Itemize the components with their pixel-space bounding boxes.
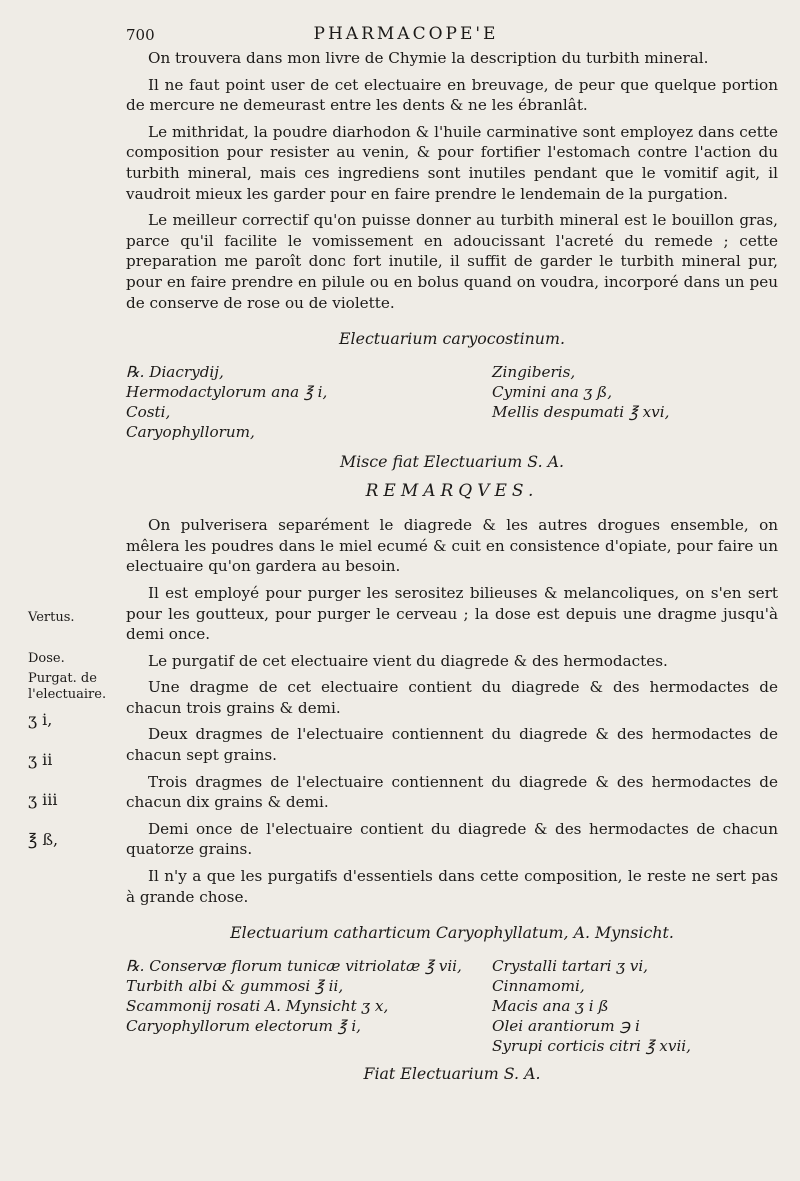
ingredient: Syrupi corticis citri ℥ xvii, [492, 1037, 691, 1056]
remarque-paragraph-7: Demi once de l'electuaire contient du diagrede & des hermodactes de chacun quatorze grains. [126, 819, 778, 859]
page-header [126, 22, 686, 46]
ingredient: Macis ana ʒ i ß [492, 997, 609, 1016]
sidenote-dose-2: ʒ ii [28, 750, 53, 769]
sidenote-dose-3: ʒ iii [28, 790, 58, 809]
intro-paragraph-2: Il ne faut point user de cet electuaire en breuvage, de peur que quelque portion de mercure ne demeurast entre les dents & ne les ébranlât. [126, 75, 778, 115]
main-text [126, 48, 778, 1083]
page-number: 700 [126, 26, 155, 44]
ingredient: Caryophyllorum, [126, 423, 255, 442]
recipe-title-catharticum: Electuarium catharticum Caryophyllatum, A. Mynsicht. [230, 923, 674, 943]
ingredient: ℞. Diacrydij, [126, 363, 224, 382]
ingredient: Mellis despumati ℥ xvi, [492, 403, 670, 422]
recipe-left-column [126, 362, 327, 442]
sidenote-dose: Dose. [28, 651, 65, 666]
remarque-paragraph-5: Deux dragmes de l'electuaire contiennent du diagrede & des hermodactes de chacun sept grains. [126, 725, 778, 765]
ingredient: Crystalli tartari ʒ vi, [492, 957, 648, 976]
ingredient: Olei arantiorum ℈ i [492, 1017, 640, 1036]
ingredient: Costi, [126, 403, 171, 422]
remarque-paragraph-1: On pulverisera separément le diagrede & les autres drogues ensemble, on mêlera les poudres dans le miel ecumé & cuit en consistence d'opiate, pour faire un electuaire qu'on gardera au besoin. [126, 516, 778, 576]
ingredient: ℞. Conservæ florum tunicæ vitriolatæ ℥ vii, [126, 957, 462, 976]
recipe-closing-caryocostinum: Misce fiat Electuarium S. A. [339, 452, 565, 472]
intro-paragraph-4: Le meilleur correctif qu'on puisse donner au turbith mineral est le bouillon gras, parce qu'il facilite le vomissement en adoucissant l'acreté du remede ; cette preparation me paroît donc fort inutile, il suffit de garder le turbith mineral pur, pour en faire prendre en pilule ou en bolus quand on voudra, incorporé dans un peu de conserve de rose ou de violette. [126, 211, 778, 312]
ingredient: Scammonij rosati A. Mynsicht ʒ x, [126, 997, 389, 1016]
sidenote-dose-1: ʒ i, [28, 710, 53, 729]
intro-paragraph-3: Le mithridat, la poudre diarhodon & l'huile carminative sont employez dans cette composition pour resister au venin, & pour fortifier l'estomach contre l'action du turbith mineral, mais ces ingrediens sont inutiles pendant que le vomitif agit, il vaudroit mieux les garder pour en faire prendre le lendemain de la purgation. [126, 122, 778, 203]
recipe-title-caryocostinum: Electuarium caryocostinum. [339, 329, 565, 349]
remarques-heading: REMARQVES. [365, 481, 539, 502]
recipe-ingredients-catharticum [126, 956, 778, 1060]
remarque-paragraph-3: Le purgatif de cet electuaire vient du diagrede & des hermodactes. [148, 651, 668, 670]
recipe-closing-catharticum: Fiat Electuarium S. A. [363, 1064, 541, 1084]
ingredient: Hermodactylorum ana ℥ i, [126, 383, 328, 402]
running-head: PHARMACOPE'E [313, 24, 499, 44]
recipe-right-column [492, 956, 691, 1056]
ingredient: Cinnamomi, [492, 977, 585, 996]
ingredient: Caryophyllorum electorum ℥ i, [126, 1017, 362, 1036]
remarque-paragraph-6: Trois dragmes de l'electuaire contiennent du diagrede & des hermodactes de chacun dix grains & demi. [126, 772, 778, 812]
recipe-right-column [492, 362, 669, 422]
sidenote-purgat-2: l'electuaire. [28, 687, 107, 702]
remarque-paragraph-4: Une dragme de cet electuaire contient du diagrede & des hermodactes de chacun trois grains & demi. [126, 678, 778, 717]
remarque-paragraph-8: Il n'y a que les purgatifs d'essentiels dans cette composition, le reste ne sert pas à grande chose. [126, 867, 778, 906]
sidenote-dose-4: ℥ ß, [28, 830, 59, 849]
intro-paragraph-1: On trouvera dans mon livre de Chymie la description du turbith mineral. [148, 49, 709, 67]
ingredient: Zingiberis, [492, 363, 576, 382]
recipe-ingredients-caryocostinum [126, 362, 778, 446]
ingredient: Cymini ana ʒ ß, [492, 383, 613, 402]
recipe-left-column [126, 956, 462, 1036]
sidenote-purgat-1: Purgat. de [28, 671, 97, 686]
ingredient: Turbith albi & gummosi ℥ ii, [126, 977, 344, 996]
remarque-paragraph-2: Il est employé pour purger les serositez bilieuses & melancoliques, on s'en sert pour les goutteux, pour purger le cerveau ; la dose est depuis une dragme jusqu'à demi once. [126, 583, 778, 644]
sidenote-vertus: Vertus. [28, 610, 75, 625]
